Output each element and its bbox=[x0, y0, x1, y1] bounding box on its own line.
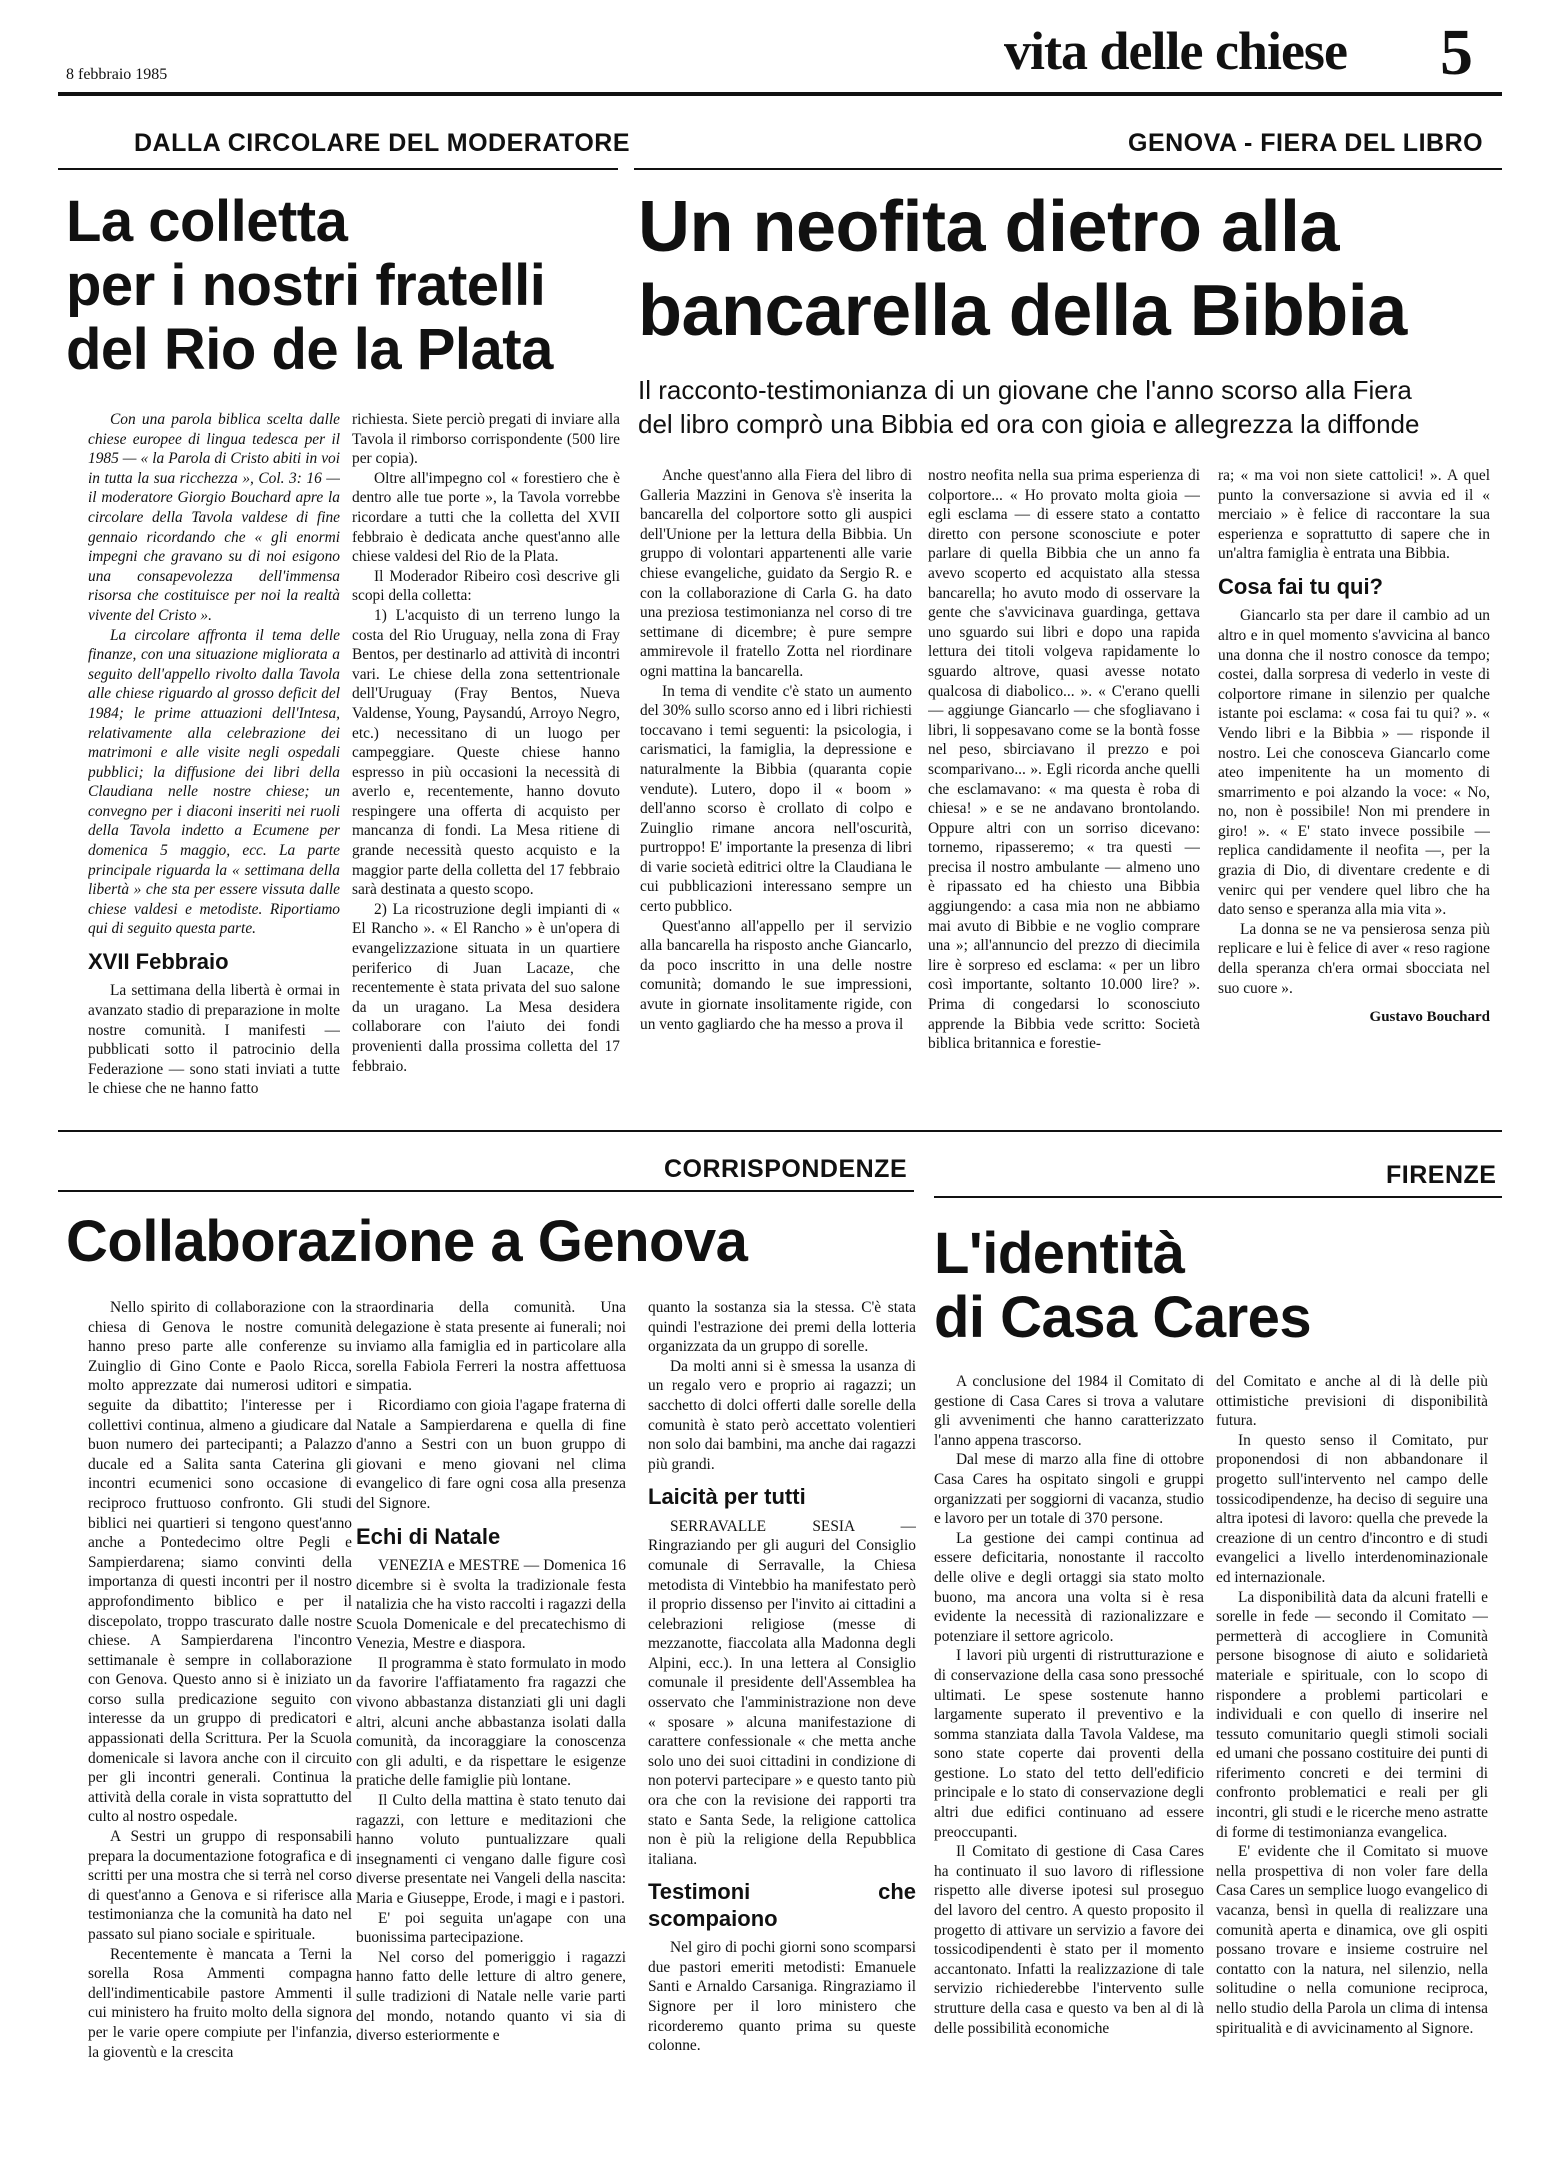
paragraph: Dal mese di marzo alla fine di ottobre Casa Cares ha ospitato singoli e gruppi organizzati per soggiorni di vacanza, studio e lavoro per un totale di 370 persone. bbox=[934, 1451, 1204, 1528]
paragraph: 2) La ricostruzione degli impianti di « El Rancho ». « El Rancho » è un'opera di evangelizzazione situata in un quartiere periferico di Juan Lacaze, che recentemente è stata privata del suo salone da un uragano. La Mesa desidera collaborare con l'aiuto dei fondi provenienti dalla prossima colletta del 17 febbraio. bbox=[352, 900, 620, 1075]
article2-subheadline bbox=[638, 374, 1518, 442]
paragraph: quanto la sostanza sia la stessa. C'è stata quindi l'estrazione dei premi della lotteria organizzata da un gruppo di sorelle. bbox=[648, 1299, 916, 1356]
paragraph: Nello spirito di collaborazione con la chiesa di Genova le nostre comunità hanno preso parte alle conferenze su Zuinglio di Gino Conte e Paolo Ricca, molto apprezzate dai numerosi uditori e seguite da dibattito; l'interesse per i collettivi continua, almeno a giudicare dal buon numero dei partecipanti; a Palazzo ducale ed a Salita santa Caterina gli incontri ecumenici sono occasione di reciproco fruttuoso confronto. Gli studi biblici nei quartieri si tengono quest'anno anche a Pontedecimo oltre Pegli e Sampierdarena; siamo convinti della importanza di questi incontri per il nostro approfondimento biblico e per il discepolato, troppo trascurato dalle nostre chiese. A Sampierdarena l'incontro settimanale è sempre in collaborazione con Genova. Questo anno si è iniziato un corso sulla predicazione seguito con interesse da un gruppo di predicatori e appassionati della Scrittura. Per la Scuola domenicale si lavora anche con il circuito per gli incontri generali. Continua la attività della corale in vista soprattutto del culto al nostro ospedale. bbox=[88, 1299, 352, 1826]
paragraph: Quest'anno all'appello per il servizio alla bancarella ha risposto anche Giancarlo, da poco inscritto in una delle nostre comunità; domando le sue impressioni, avute in giornate insolitamente rigide, con un vento gagliardo che ha messo a prova il bbox=[640, 917, 912, 1033]
paragraph: A conclusione del 1984 il Comitato di gestione di Casa Cares si trova a valutare gli avvenimenti che hanno caratterizzato l'anno appena trascorso. bbox=[934, 1373, 1204, 1449]
headline-line: L'identità bbox=[934, 1221, 1185, 1286]
section-rule bbox=[58, 1190, 914, 1192]
masthead-rule bbox=[58, 92, 1502, 96]
headline-line: per i nostri fratelli bbox=[66, 252, 546, 318]
subtitle-echi-natale: Echi di Natale bbox=[356, 1523, 501, 1549]
article1-intro-2: La circolare affronta il tema delle finanze, con una situazione migliorata a seguito dell'appello rivolto dalla Tavola alle chiese riguardo al grosso deficit del 1984; le prime attuazioni dell'Intesa, relativamente alla celebrazione dei matrimoni e alle visite negli ospedali pubblici; la diffusione dei libri della Claudiana nelle nostre chiese; un convegno per i diaconi inseriti nei ruoli della Tavola indetto a Ecumene per domenica 5 maggio, ecc. La parte principale riguarda la « settimana della libertà » che sta per essere vissuta dalle chiese valdesi e metodiste. Riportiamo qui di seguito questa parte. bbox=[88, 626, 340, 938]
paragraph: La disponibilità data da alcuni fratelli e sorelle in fede — secondo il Comitato — permetterà di accogliere in Comunità persone bisognose di aiuto e solidarietà materiale e spirituale, con lo scopo di rispondere a problemi particolari e individuali e con quello di inserire nel tessuto comunitario quegli stimoli sociali ed umani che possano costituire dei punti di riferimento concreti e dei termini di confronto problematici e reali per gli incontri, gli studi e le ricerche meno astratte di forme di testimonianza evangelica. bbox=[1216, 1588, 1488, 1841]
headline-collaborazione: Collaborazione a Genova bbox=[66, 1209, 748, 1274]
section-rule bbox=[58, 168, 618, 170]
page-number: 5 bbox=[1440, 16, 1473, 89]
article4-column-2 bbox=[1216, 1372, 1488, 2142]
paragraph: Il Comitato di gestione di Casa Cares ha continuato il suo lavoro di riflessione rispetto alle diverse ipotesi sul proseguo del lavoro del centro. A questo proposito il progetto di attivare un servizio a favore dei tossicodipendenti è stato per il momento accantonato. Infatti la realizzazione di tale servizio richiederebbe l'intervento sulle strutture della casa e questo va ben al di là delle possibilità economiche bbox=[934, 1843, 1204, 2037]
subhead-line: del libro comprò una Bibbia ed ora con gioia e allegrezza la diffonde bbox=[638, 408, 1420, 439]
headline-line: di Casa Cares bbox=[934, 1284, 1312, 1350]
paragraph: Ricordiamo con gioia l'agape fraterna di Natale a Sampierdarena e quella di fine d'anno a Sestri con un buon gruppo di giovani e meno giovani nel clima evangelico di fare ogni cosa alla presenza del Signore. bbox=[356, 1396, 626, 1512]
paragraph: A Sestri un gruppo di responsabili prepara la documentazione fotografica e di scritti per una mostra che si terrà nel corso di quest'anno a Genova e si riferisce alla testimonianza che la comunità ha dato nel passato sul piano sociale e spirituale. bbox=[88, 1828, 352, 1943]
paragraph: del Comitato e anche al di là delle più ottimistiche previsioni di disponibilità futura. bbox=[1216, 1373, 1488, 1430]
subtitle-testimoni: Testimoni che scompaiono bbox=[648, 1879, 916, 1931]
author-signature: Gustavo Bouchard bbox=[1369, 1009, 1490, 1026]
paragraph: 1) L'acquisto di un terreno lungo la costa del Rio Uruguay, nella zona di Fray Bentos, per destinarlo ad attività di incontri vari. Le chiese della zona settentrionale dell'Uruguay (Fray Bentos, Nueva Valdense, Young, Paysandú, Arroyo Negro, etc.) necessitano di un luogo per campeggiare. Queste chiese hanno espresso in più occasioni la necessità di averlo e, recentemente, hanno dovuto respingere una offerta di acquisto per mancanza di fondi. La Mesa ritiene di grande necessità questo acquisto e la maggior parte della colletta del 17 febbraio sarà destinata a questo scopo. bbox=[352, 606, 620, 899]
article3-column-3 bbox=[648, 1298, 916, 2138]
article2-column-3 bbox=[1218, 466, 1490, 1126]
paragraph: VENEZIA e MESTRE — Domenica 16 dicembre si è svolta la tradizionale festa natalizia che ha visto raccolti i ragazzi della Scuola Domenicale e del precatechismo di Venezia, Mestre e diaspora. bbox=[356, 1556, 626, 1653]
paragraph: La gestione dei campi continua ad essere deficitaria, nonostante il raccolto delle olive e degli ortaggi sia stato molto buono, ma ancora una volta si è resa evidente la necessità di razionalizzare e potenziare il settore agricolo. bbox=[934, 1529, 1204, 1645]
paragraph: Nel giro di pochi giorni sono scomparsi due pastori emeriti metodisti: Emanuele Santi e Arnaldo Carsaniga. Ringraziamo il Signore per il loro ministero che ricorderemo quanto prima su queste colonne. bbox=[648, 1939, 916, 2055]
paragraph: Il programma è stato formulato in modo da favorire l'affiatamento fra ragazzi che vivono abbastanza distanziati gli uni dagli altri, alcuni anche abbastanza isolati dalla comunità, da incoraggiare la conoscenza con gli adulti, e da rispettare le esigenze pratiche delle famiglie più lontane. bbox=[356, 1654, 626, 1790]
paragraph: Recentemente è mancata a Terni la sorella Rosa Ammenti compagna dell'indimenticabile pastore Ammenti il cui ministero ha fruito molto della signora per le varie opere compiute per l'infanzia, la gioventù e la crescita bbox=[88, 1945, 352, 2061]
article3-column-1 bbox=[88, 1298, 352, 2138]
article1-body: La settimana della libertà è ormai in avanzato stadio di preparazione in molte nostre comunità. I manifesti — pubblicati sotto il patrocinio della Federazione — sono stati inviati a tutte le chiese che ne hanno fatto bbox=[88, 982, 340, 1098]
headline-line: del Rio de la Plata bbox=[66, 316, 553, 382]
paragraph: ra; « ma voi non siete cattolici! ». A quel punto la conversazione si avvia ed il « merciaio » è felice di raccontare la sua esperienza e soprattutto di sapere che in un'altra famiglia è entrata una Bibbia. bbox=[1218, 467, 1490, 563]
subtitle-laicita: Laicità per tutti bbox=[648, 1484, 806, 1510]
section-rule bbox=[634, 168, 1502, 170]
paragraph: SERRAVALLE SESIA — Ringraziando per gli auguri del Consiglio comunale di Serravalle, la Chiesa metodista di Vintebbio ha manifestato però il proprio dissenso per l'invito ai cittadini a celebrazioni religiose (messe di mezzanotte, fiaccolata alla Madonna degli Alpini, ecc.). In una lettera al Consiglio comunale il presidente dell'Assemblea ha osservato che l'amministrazione non deve « sposare » alcuna manifestazione di carattere confessionale « che metta anche solo uno dei suoi cittadini in condizione di non potervi partecipare » e questo tanto più ora che con la revisione dei rapporti tra stato e Santa Sede, la religione cattolica non è più la religione della Repubblica italiana. bbox=[648, 1517, 916, 1868]
section-label-firenze: FIRENZE bbox=[1386, 1161, 1497, 1189]
paragraph: I lavori più urgenti di ristrutturazione e di conservazione della casa sono pressoché ultimati. Le spese sostenute hanno largamente superato il preventivo e la somma stanziata dalla Tavola Valdese, ma sono state coperte dai proventi della gestione. Lo stato del tetto dell'edificio principale e lo stato di conservazione degli altri due edifici continuano ad essere preoccupanti. bbox=[934, 1647, 1204, 1841]
page-divider bbox=[58, 1130, 1502, 1132]
paragraph: Il Culto della mattina è stato tenuto dai ragazzi, con letture e meditazioni che hanno voluto puntualizzare quali insegnamenti ci vengano dalle figure così diverse presentate nei Vangeli della nascita: Maria e Giuseppe, Erode, i magi e i pastori. bbox=[356, 1792, 626, 1908]
section-rule bbox=[934, 1196, 1502, 1198]
section-label-genova-fiera: GENOVA - FIERA DEL LIBRO bbox=[1128, 129, 1484, 157]
headline-colletta bbox=[66, 190, 626, 381]
subtitle-cosa-fai: Cosa fai tu qui? bbox=[1218, 573, 1383, 599]
paragraph: Nel corso del pomeriggio i ragazzi hanno fatto delle letture di altro genere, sulle tradizioni di Natale nelle varie parti del mondo, notando quanto vi sia di diverso esteriormente e bbox=[356, 1948, 626, 2045]
subtitle-xvii-febbraio: XVII Febbraio bbox=[88, 949, 229, 975]
section-label-corrispondenze: CORRISPONDENZE bbox=[664, 1155, 908, 1183]
headline-line: bancarella della Bibbia bbox=[638, 270, 1407, 351]
article3-column-2 bbox=[356, 1298, 626, 2138]
article1-column-1 bbox=[88, 410, 340, 1240]
headline-line: Un neofita dietro alla bbox=[638, 187, 1340, 267]
subhead-line: Il racconto-testimonianza di un giovane che l'anno scorso alla Fiera bbox=[638, 375, 1412, 405]
paragraph: E' poi seguita un'agape con una buonissima partecipazione. bbox=[356, 1909, 626, 1947]
article1-column-2 bbox=[352, 410, 620, 1240]
paragraph: Il Moderador Ribeiro così descrive gli scopi della colletta: bbox=[352, 567, 620, 605]
article4-column-1 bbox=[934, 1372, 1204, 2142]
newspaper-section-title: vita delle chiese bbox=[1004, 21, 1347, 81]
paragraph: Oltre all'impegno col « forestiero che è dentro alle tue porte », la Tavola vorrebbe ricordare a tutti che la colletta del XVII febbraio è dedicata anche quest'anno alle chiese valdesi del Rio de la Plata. bbox=[352, 469, 620, 566]
headline-line: La colletta bbox=[66, 189, 348, 254]
headline-casa-cares bbox=[934, 1222, 1494, 1350]
section-label-moderatore: DALLA CIRCOLARE DEL MODERATORE bbox=[134, 129, 631, 157]
paragraph: Da molti anni si è smessa la usanza di un regalo vero e proprio ai ragazzi; un sacchetto di dolci offerti dalle sorelle della comunità è stato però accettato volentieri non solo dai bambini, ma anche dai ragazzi più grandi. bbox=[648, 1357, 916, 1473]
paragraph: Anche quest'anno alla Fiera del libro di Galleria Mazzini in Genova s'è inserita la bancarella del colportore sotto gli auspici dell'Unione per la lettura della Bibbia. Un gruppo di volontari appartenenti alle varie chiese evangeliche, guidato da Sergio R. e con la collaborazione di Carla G. ha dato una preziosa testimonianza nel corso di tre settimane di dicembre; è pure sempre ammirevole il fratello Zotta nel riordinare ogni mattina la bancarella. bbox=[640, 467, 912, 680]
headline-neofita bbox=[638, 186, 1518, 353]
article1-intro: Con una parola biblica scelta dalle chiese europee di lingua tedesca per il 1985 — « la Parola di Cristo abiti in voi in tutta la sua ricchezza », Col. 3: 16 — il moderatore Giorgio Bouchard apre la circolare della Tavola valdese di fine gennaio ricordando che « gli enormi impegni che gravano su di noi esigono una consapevolezza dell'immensa risorsa che costituisce per noi la realtà vivente del Cristo ». bbox=[88, 411, 340, 624]
paragraph: straordinaria della comunità. Una delegazione è stata presente ai funerali; noi inviamo alla famiglia ed in particolare alla sorella Fabiola Ferreri la nostra affettuosa simpatia. bbox=[356, 1299, 626, 1395]
issue-date: 8 febbraio 1985 bbox=[66, 66, 168, 83]
article2-column-1 bbox=[640, 466, 912, 1106]
paragraph: richiesta. Siete perciò pregati di inviare alla Tavola il rimborso corrispondente (500 lire per copia). bbox=[352, 411, 620, 468]
paragraph: In tema di vendite c'è stato un aumento del 30% sullo scorso anno ed i libri richiesti toccavano i temi seguenti: la psicologia, i carismatici, la famiglia, la depressione e naturalmente la Bibbia (quaranta copie vendute). Lutero, dopo il « boom » dell'anno scorso è crollato di colpo e Zuinglio rimane ancora nell'oscurità, purtroppo! E' importante la presenza di libri di varie società editrici oltre la Claudiana le cui pubblicazioni interessano sempre un certo pubblico. bbox=[640, 682, 912, 916]
paragraph: Giancarlo sta per dare il cambio ad un altro e in quel momento s'avvicina al banco una donna che il nostro conosce da tempo; costei, dalla sorpresa di vederlo in veste di colportore rimane in silenzio per qualche istante poi esclama: « cosa fai tu qui? ». « Vendo libri e la Bibbia » — risponde il nostro. Lei che conosceva Giancarlo come ateo impenitente ha un momento di smarrimento e poi alzando la voce: « No, no, non è possibile! Non mi prendere in giro! ». « E' stato invece possibile — replica candidamente il neofita —, per la grazia di Dio, di diventare credente e di venirc qui per vendere quel libro che ha dato senso e speranza alla mia vita ». bbox=[1218, 607, 1490, 919]
paragraph: nostro neofita nella sua prima esperienza di colportore... « Ho provato molta gioia — egli esclama — di essere stato a contatto diretto con persone sconosciute e poter parlare di quella Bibbia che un anno fa avevo scoperto ed acquistato alla stessa bancarella; ho avuto modo di osservare la gente che s'avvicinava guardinga, gettava uno sguardo sui libri e dopo una rapida lettura dei titoli volgeva rapidamente lo sguardo altrove, quasi avesse notato qualcosa di diabolico... ». « C'erano quelli — aggiunge Giancarlo — che sfogliavano i libri, li soppesavano come se la bontà fosse nel peso, sbirciavano il prezzo e poi scomparivano... ». Egli ricorda anche quelli che esclamavano: « ma questa è roba di chiesa! » e se ne andavano brontolando. Oppure altri con un sorriso dicevano: tornemo, ripasseremo; « tra questi — precisa il nostro ambulante — almeno uno è ripassato ed ha chiesto una Bibbia aggiungendo: a casa mia non ne abbiamo mai avuto di Bibbie e ne voglio comprare una »; all'annuncio del prezzo di diecimila lire è sorpreso ed esclama: « per un libro così importante, soltanto 10.000 lire? ». Prima di congedarsi lo sconosciuto apprende la Bibbia vede scritto: Società biblica britannica e forestie- bbox=[928, 467, 1200, 1053]
paragraph: La donna se ne va pensierosa senza più replicare e lui è felice di aver « reso ragione della speranza ch'era ormai sbocciata nel suo cuore ». bbox=[1218, 920, 1490, 997]
paragraph: E' evidente che il Comitato si muove nella prospettiva di non voler fare della Casa Cares un semplice luogo evangelico di vacanza, bensì in quella di realizzare una comunità aperta e dinamica, ove gli ospiti possano trovare e insieme costruire nel contatto con la natura, nel silenzio, nella solitudine o nella comunione reciproca, nello studio della Parola un clima di intensa spiritualità e di avvicinamento al Signore. bbox=[1216, 1843, 1488, 2037]
article2-column-2 bbox=[928, 466, 1200, 1106]
paragraph: In questo senso il Comitato, pur proponendosi di non abbandonare il progetto sull'intervento nel campo delle tossicodipendenze, ha deciso di seguire una altra ipotesi di lavoro: quella che prevede la creazione di un centro d'incontro e di studi evangelici a livello interdenominazionale ed internazionale. bbox=[1216, 1431, 1488, 1586]
